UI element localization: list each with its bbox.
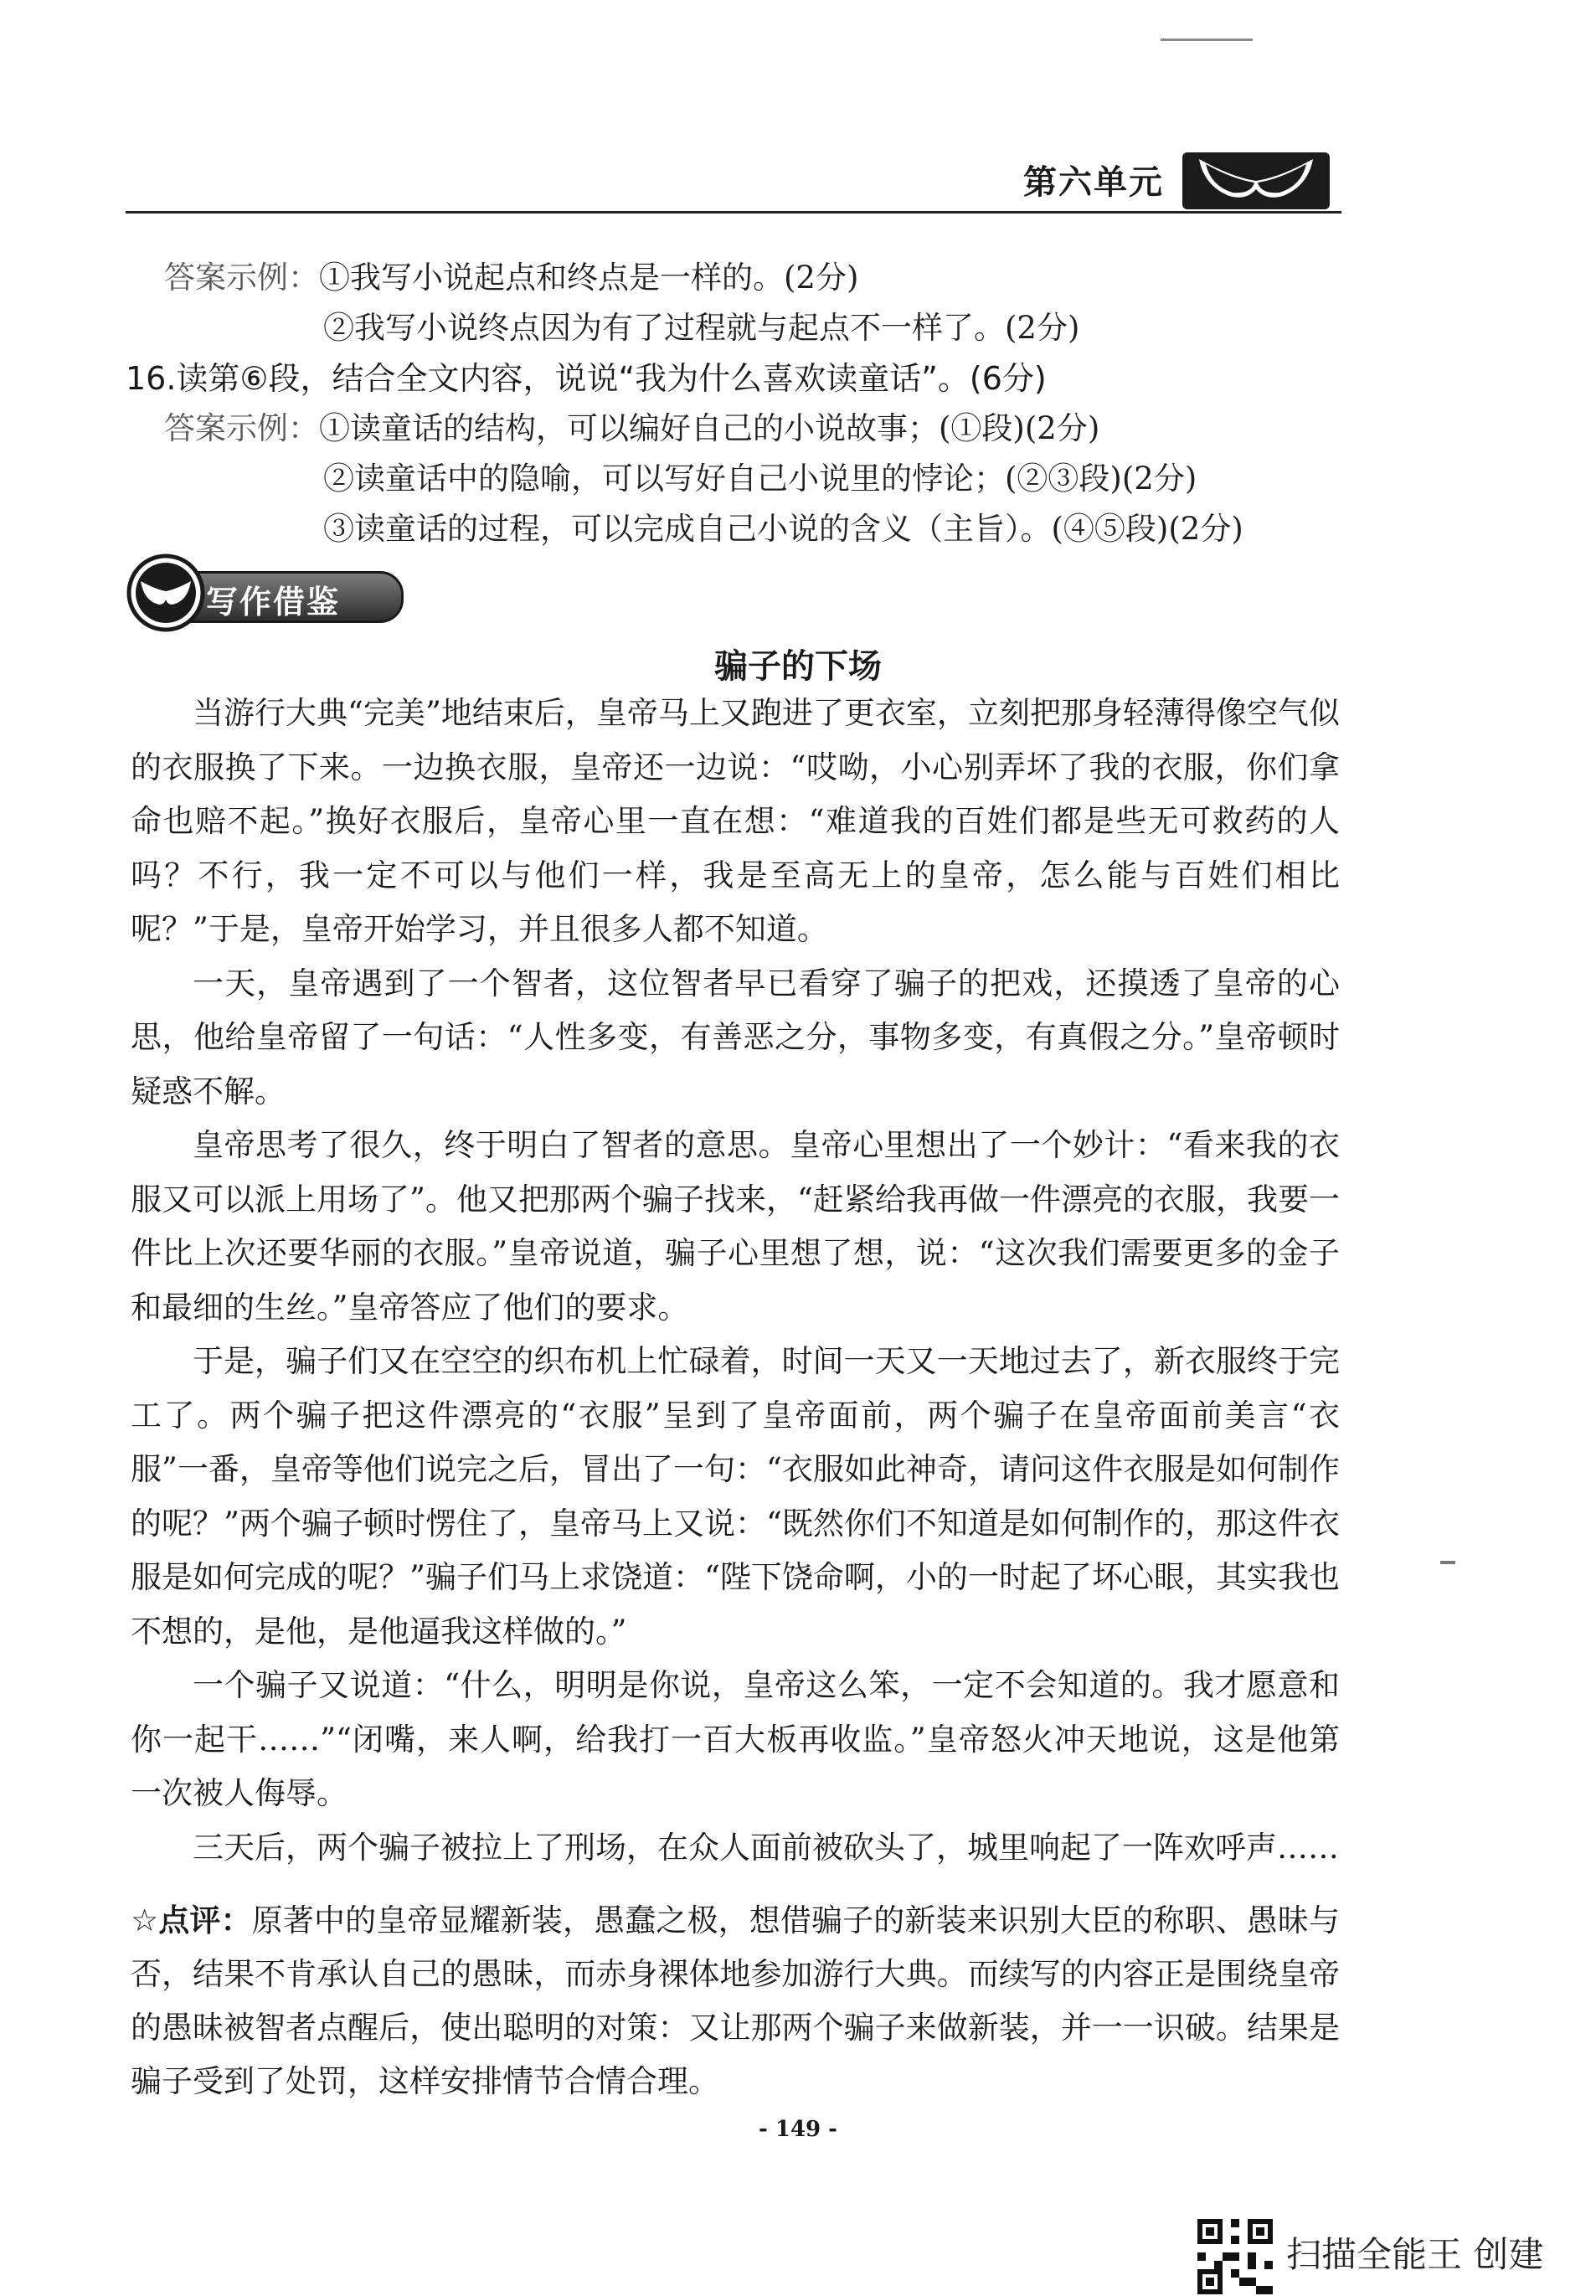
scan-artifact-dash	[1440, 1561, 1455, 1564]
comment-text: 原著中的皇帝显耀新装，愚蠢之极，想借骗子的新装来识别大臣的称职、愚昧与否，结果不肯承认自己的愚昧，而赤身裸体地参加游行大典。而续写的内容正是围绕皇帝的愚昧被智者点醒后，使出聪明的对策：又让那两个骗子来做新装，并一一识破。结果是骗子受到了处罚，这样安排情节合情合理。	[131, 1902, 1341, 2099]
answer-text: ①我写小说起点和终点是一样的。(2分)	[319, 260, 859, 296]
essay-title: 骗子的下场	[714, 647, 882, 686]
q16-answer-line-1	[164, 405, 1099, 452]
q16-answer-line-2: ②读童话中的隐喻，可以写好自己小说里的悖论；(②③段)(2分)	[323, 461, 1197, 497]
section-emblem-icon	[126, 553, 206, 633]
scanner-watermark: 扫描全能王 创建	[1286, 2234, 1544, 2275]
q16-answer-line-3: ③读童话的过程，可以完成自己小说的含义（主旨）。(④⑤段)(2分)	[323, 511, 1243, 547]
essay-paragraph: 当游行大典“完美”地结束后，皇帝马上又跑进了更衣室，立刻把那身轻薄得像空气似的衣服换了下来。一边换衣服，皇帝还一边说：“哎呦，小心别弄坏了我的衣服，你们拿命也赔不起。”换好衣服后，皇帝心里一直在想：“难道我的百姓们都是些无可救药的人吗？不行，我一定不可以与他们一样，我是至高无上的皇帝，怎么能与百姓们相比呢？”于是，皇帝开始学习，并且很多人都不知道。	[131, 695, 1340, 947]
essay-comment	[131, 1894, 1340, 2108]
butterfly-icon	[1182, 152, 1330, 209]
qr-code-icon	[1197, 2219, 1273, 2294]
header-divider	[126, 211, 1341, 214]
essay-paragraph: 三天后，两个骗子被拉上了刑场，在众人面前被砍头了，城里响起了一阵欢呼声……	[193, 1829, 1339, 1866]
section-badge	[126, 553, 377, 633]
essay-paragraph: 一天，皇帝遇到了一个智者，这位智者早已看穿了骗子的把戏，还摸透了皇帝的心思，他给皇帝留了一句话：“人性多变，有善恶之分，事物多变，有真假之分。”皇帝顿时疑惑不解。	[131, 965, 1340, 1109]
page-number: - 149 -	[759, 2117, 837, 2142]
unit-title: 第六单元	[1023, 163, 1164, 202]
answer-label: 答案示例：	[164, 260, 319, 296]
unit-logo-badge	[1182, 152, 1330, 209]
q15-answer-line-1	[164, 255, 858, 301]
q16-question: 16.读第⑥段，结合全文内容，说说“我为什么喜欢读童话”。(6分)	[126, 360, 1047, 397]
scan-artifact-line	[1161, 39, 1253, 41]
q15-answer-line-2: ②我写小说终点因为有了过程就与起点不一样了。(2分)	[323, 310, 1080, 346]
essay-paragraph: 一个骗子又说道：“什么，明明是你说，皇帝这么笨，一定不会知道的。我才愿意和你一起干……”“闭嘴，来人啊，给我打一百大板再收监。”皇帝怒火冲天地说，这是他第一次被人侮辱。	[131, 1667, 1340, 1811]
comment-label: ☆点评：	[131, 1902, 252, 1938]
answer-label: 答案示例：	[164, 410, 319, 446]
section-title: 写作借鉴	[206, 584, 341, 620]
essay-paragraph: 于是，骗子们又在空空的织布机上忙碌着，时间一天又一天地过去了，新衣服终于完工了。两个骗子把这件漂亮的“衣服”呈到了皇帝面前，两个骗子在皇帝面前美言“衣服”一番，皇帝等他们说完之后，冒出了一句：“衣服如此神奇，请问这件衣服是如何制作的呢？”两个骗子顿时愣住了，皇帝马上又说：“既然你们不知道是如何制作的，那这件衣服是如何完成的呢？”骗子们马上求饶道：“陛下饶命啊，小的一时起了坏心眼，其实我也不想的，是他，是他逼我这样做的。”	[131, 1343, 1340, 1650]
essay-body	[131, 687, 1340, 1875]
essay-paragraph: 皇帝思考了很久，终于明白了智者的意思。皇帝心里想出了一个妙计：“看来我的衣服又可以派上用场了”。他又把那两个骗子找来，“赶紧给我再做一件漂亮的衣服，我要一件比上次还要华丽的衣服。”皇帝说道，骗子心里想了想，说：“这次我们需要更多的金子和最细的生丝。”皇帝答应了他们的要求。	[131, 1127, 1340, 1326]
answer-text: ①读童话的结构，可以编好自己的小说故事；(①段)(2分)	[319, 410, 1100, 446]
